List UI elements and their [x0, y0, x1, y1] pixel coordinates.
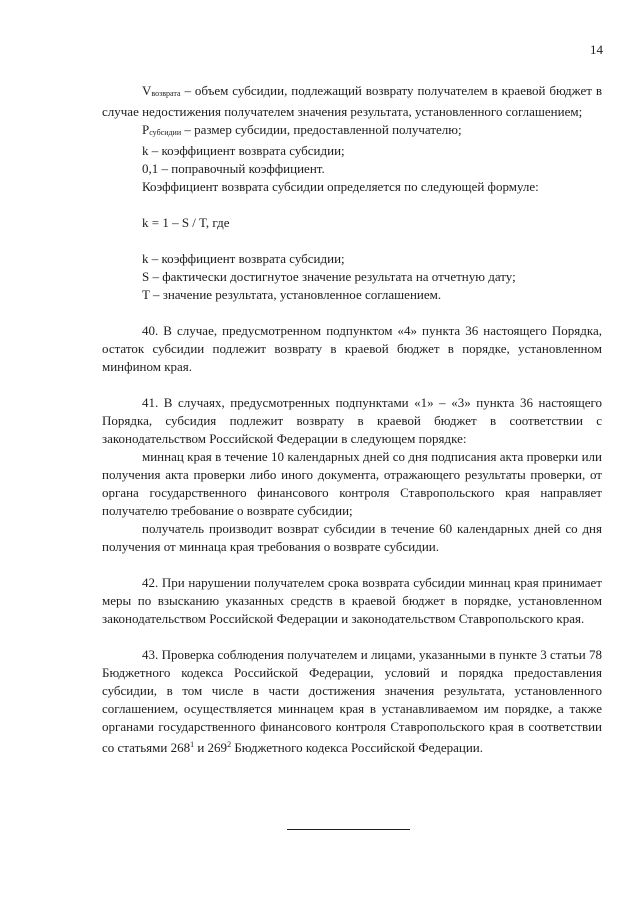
- paragraph-43: 43. Проверка соблюдения получателем и лицами, указанными в пункте 3 статьи 78 Бюджетного кодекса Российской Федерации, условий и порядка предоставления субсидии, в том числе в части достижения значения результата, установленного соглашением, осуществляется миннацем края в устанавливаемом им порядке, а также органами государственного финансового контроля Ставропольского края в соответствии со статьями $268^1$ и $269^2$ Бюджетного кодекса Российской Федерации.: [102, 647, 602, 755]
- definition-v: Vвозврата – объем субсидии, подлежащий возврату получателем в краевой бюджет в случае недостижения получателем значения результата, установленного соглашением;: [102, 83, 602, 119]
- definition-k: k – коэффициент возврата субсидии;: [142, 143, 345, 158]
- formula-intro: Коэффициент возврата субсидии определяется по следующей формуле:: [142, 179, 539, 194]
- definition-p: Pсубсидии – размер субсидии, предоставленной получателю;: [142, 122, 462, 137]
- page-number: 14: [590, 42, 603, 57]
- definition-coefficient: 0,1 – поправочный коэффициент.: [142, 161, 325, 176]
- definition2-s: S – фактически достигнутое значение результата на отчетную дату;: [142, 269, 516, 284]
- footer-rule: [287, 829, 410, 830]
- definition2-t: T – значение результата, установленное соглашением.: [142, 287, 442, 302]
- paragraph-41-item-1: миннац края в течение 10 календарных дней со дня подписания акта проверки или получения акта проверки либо иного документа, отражающего результаты проверки, от органа государственного финансового контроля Ставропольского края направляет получателю требование о возврате субсидии;: [102, 449, 602, 518]
- definition2-k: k – коэффициент возврата субсидии;: [142, 251, 345, 266]
- paragraph-40: 40. В случае, предусмотренном подпунктом «4» пункта 36 настоящего Порядка, остаток субсидии подлежит возврату в краевой бюджет в порядке, установленном минфином края.: [102, 323, 602, 374]
- document-body: [102, 82, 602, 757]
- paragraph-41: 41. В случаях, предусмотренных подпунктами «1» – «3» пункта 36 настоящего Порядка, субсидия подлежит возврату в краевой бюджет в соответствии с законодательством Российской Федерации в следующем порядке:: [102, 395, 602, 446]
- formula: k = 1 – S / T, где: [142, 215, 230, 230]
- paragraph-42: 42. При нарушении получателем срока возврата субсидии миннац края принимает меры по взысканию указанных средств в краевой бюджет в порядке, установленном законодательством Российской Федерации и законодательством Ставропольского края.: [102, 575, 602, 626]
- paragraph-41-item-2: получатель производит возврат субсидии в течение 60 календарных дней со дня получения от миннаца края требования о возврате субсидии.: [102, 521, 602, 554]
